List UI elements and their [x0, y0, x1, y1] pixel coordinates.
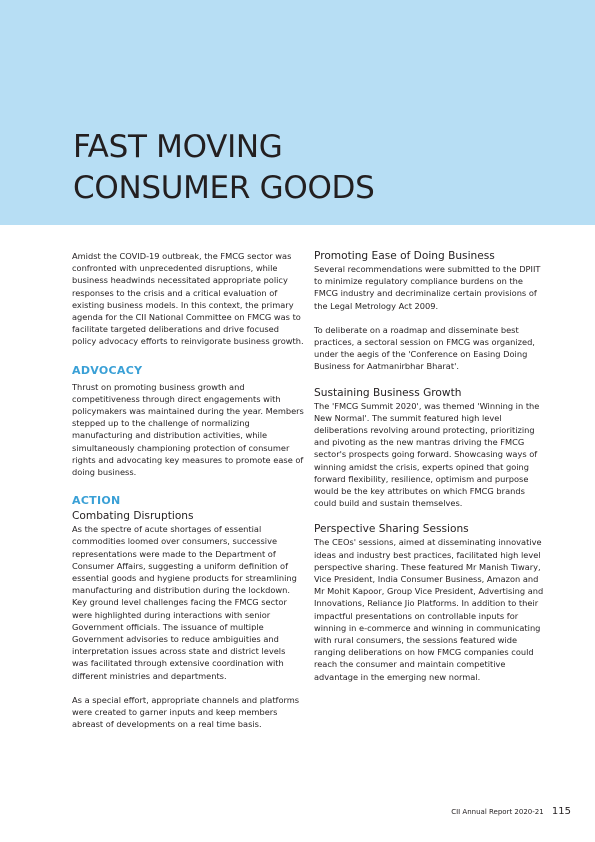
right-column — [314, 250, 546, 683]
advocacy-heading: ADVOCACY — [72, 363, 143, 377]
combating-disruptions-heading: Combating Disruptions — [72, 510, 194, 523]
ease-of-doing-business-heading: Promoting Ease of Doing Business — [314, 250, 495, 262]
ease-of-doing-business-paragraph-1: Several recommendations were submitted to the DPIIT to minimize regulatory compliance burdens on the FMCG industry and decriminalize certain provisions of the Legal Metrology Act 2009. — [314, 264, 541, 311]
page-number: 115 — [551, 806, 571, 817]
sustaining-growth-heading: Sustaining Business Growth — [314, 386, 462, 399]
intro-paragraph: Amidst the COVID-19 outbreak, the FMCG sector was confronted with unprecedented disruptions, while business headwinds necessitated appropriate policy responses to the crisis and a critical evaluation of existing business models. In this context, the primary agenda for the CII National Committee on FMCG was to facilitate targeted deliberations and drive focused policy advocacy efforts to reinvigorate business growth. — [72, 251, 304, 347]
report-name: CII Annual Report 2020-21 — [451, 808, 544, 816]
left-column — [72, 250, 304, 731]
page-footer — [451, 806, 571, 817]
ease-of-doing-business-paragraph-2: To deliberate on a roadmap and disseminate best practices, a sectoral session on FMCG was organized, under the aegis of the 'Conference on Easing Doing Business for Aatmanirbhar Bharat'. — [314, 324, 535, 372]
perspective-sharing-paragraph: The CEOs' sessions, aimed at disseminating innovative ideas and industry best practices, facilitated high level perspective sharing. These featured Mr Manish Tiwary, Vice President, India Consumer Business, Amazon and Mr Mohit Kapoor, Group Vice President, Advertising and Innovations, Reliance Jio Platforms. In addition to their impactful presentations on controllable inputs for winning in e-commerce and winning in communicating with rural consumers, the sessions featured wide ranging deliberations on how FMCG companies could reach the consumer and maintain competitive advantage in the emerging new normal. — [314, 537, 544, 682]
sustaining-growth-paragraph: The 'FMCG Summit 2020', was themed 'Winning in the New Normal'. The summit featured high level deliberations revolving around protecting, prioritizing and pivoting as the new mantras driving the FMCG sector's prospects going forward. Showcasing ways of winning amidst the crisis, experts opined that going forward flexibility, resilience, optimism and purpose would be the key attributes on which FMCG brands could build and sustain themselves. — [314, 400, 540, 509]
page-title-line-2: CONSUMER GOODS — [73, 170, 375, 206]
page-title-line-1: FAST MOVING — [73, 129, 283, 165]
action-heading: ACTION — [72, 494, 121, 508]
combating-disruptions-paragraph-2: As a special effort, appropriate channels and platforms were created to garner inputs and keep members abreast of developments on a real time basis. — [72, 694, 300, 730]
perspective-sharing-heading: Perspective Sharing Sessions — [314, 523, 469, 536]
combating-disruptions-paragraph-1: As the spectre of acute shortages of essential commodities loomed over consumers, successive representations were made to the Department of Consumer Affairs, suggesting a uniform definition of essential goods and hygiene products for streamlining manufacturing and distribution during the lockdown. Key ground level challenges facing the FMCG sector were highlighted during interactions with senior Government officials. The issuance of multiple Government advisories to reduce ambiguities and interpretation issues across state and district levels was facilitated through extensive coordination with different ministries and departments. — [72, 524, 297, 681]
advocacy-paragraph: Thrust on promoting business growth and competitiveness through direct engagements with policymakers was maintained during the year. Members stepped up to the challenge of normalizing manufacturing and distribution activities, while simultaneously championing protection of consumer rights and advocating key measures to promote ease of doing business. — [72, 381, 304, 478]
page-title — [73, 127, 375, 209]
